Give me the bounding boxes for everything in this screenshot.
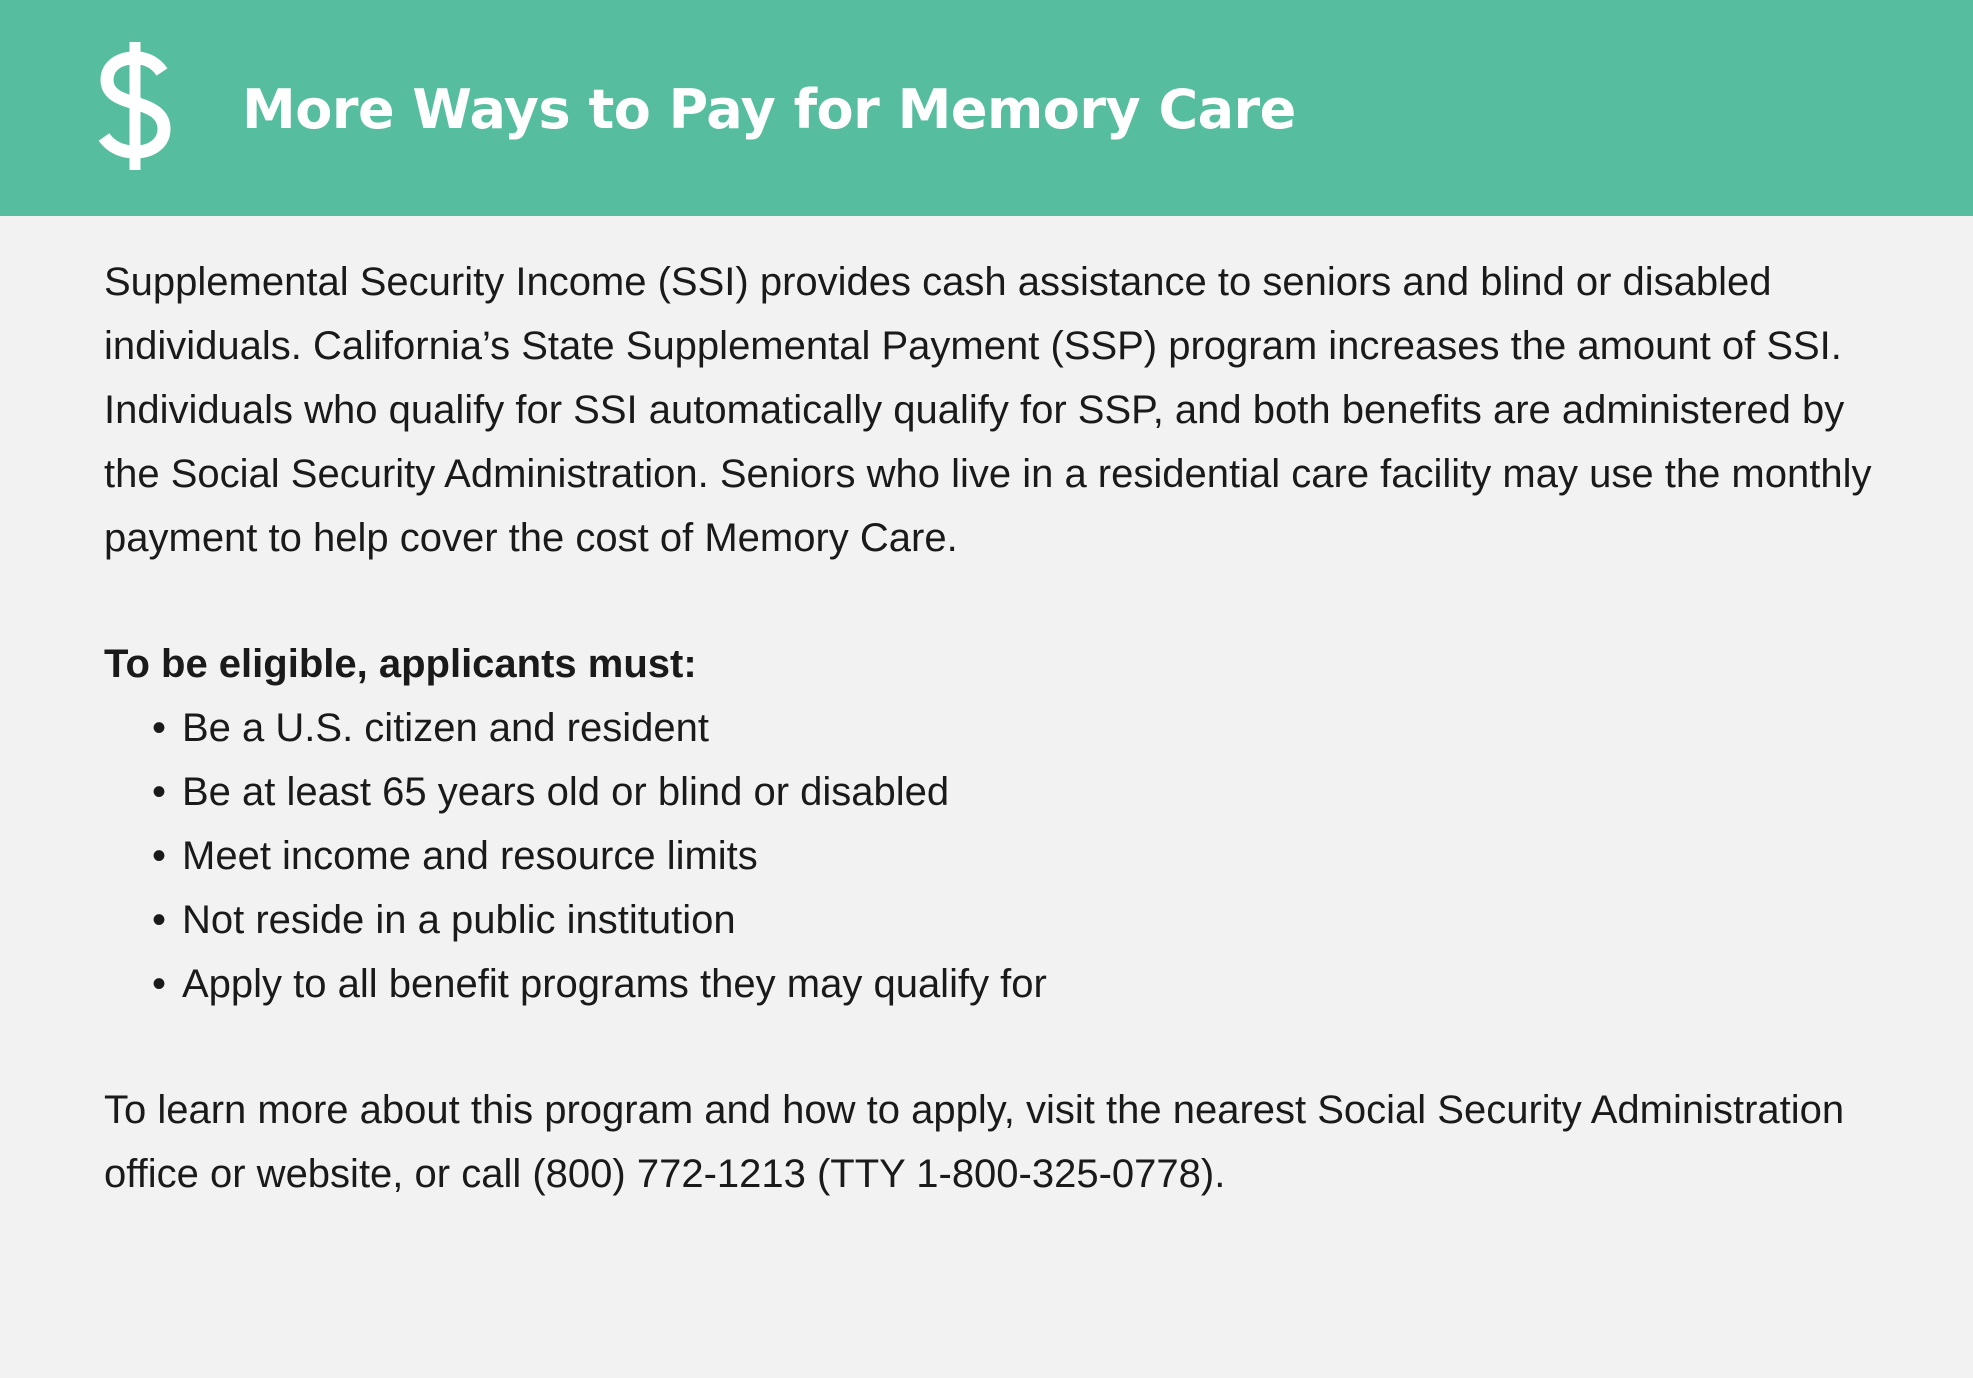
- list-item: [152, 760, 1904, 824]
- bullet-icon: •: [152, 770, 167, 814]
- header-banner: [0, 0, 1973, 216]
- bullet-icon: •: [152, 706, 167, 750]
- requirement-text: Be at least 65 years old or blind or disabled: [182, 770, 950, 814]
- requirement-text: Apply to all benefit programs they may qualify for: [182, 962, 1047, 1006]
- bullet-icon: •: [152, 834, 167, 878]
- content-area: [104, 250, 1904, 1206]
- eligibility-heading: To be eligible, applicants must:: [104, 642, 697, 686]
- requirement-text: Not reside in a public institution: [182, 898, 736, 942]
- list-item: [152, 696, 1904, 760]
- requirement-text: Meet income and resource limits: [182, 834, 758, 878]
- requirement-text: Be a U.S. citizen and resident: [182, 706, 709, 750]
- bullet-icon: •: [152, 898, 167, 942]
- list-item: [152, 824, 1904, 888]
- dollar-sign-icon: [98, 40, 172, 172]
- list-item: [152, 952, 1904, 1016]
- page-title: More Ways to Pay for Memory Care: [242, 78, 1296, 141]
- bullet-icon: •: [152, 962, 167, 1006]
- contact-paragraph: To learn more about this program and how to apply, visit the nearest Social Security Administration office or website, or call (800) 772-1213 (TTY 1-800-325-0778).: [104, 1088, 1845, 1196]
- intro-paragraph: Supplemental Security Income (SSI) provides cash assistance to seniors and blind or disabled individuals. California’s State Supplemental Payment (SSP) program increases the amount of SSI. Individuals who qualify for SSI automatically qualify for SSP, and both benefits are administered by the Social Security Administration. Seniors who live in a residential care facility may use the monthly payment to help cover the cost of Memory Care.: [104, 260, 1872, 560]
- list-item: [152, 888, 1904, 952]
- requirements-list: [104, 696, 1904, 1016]
